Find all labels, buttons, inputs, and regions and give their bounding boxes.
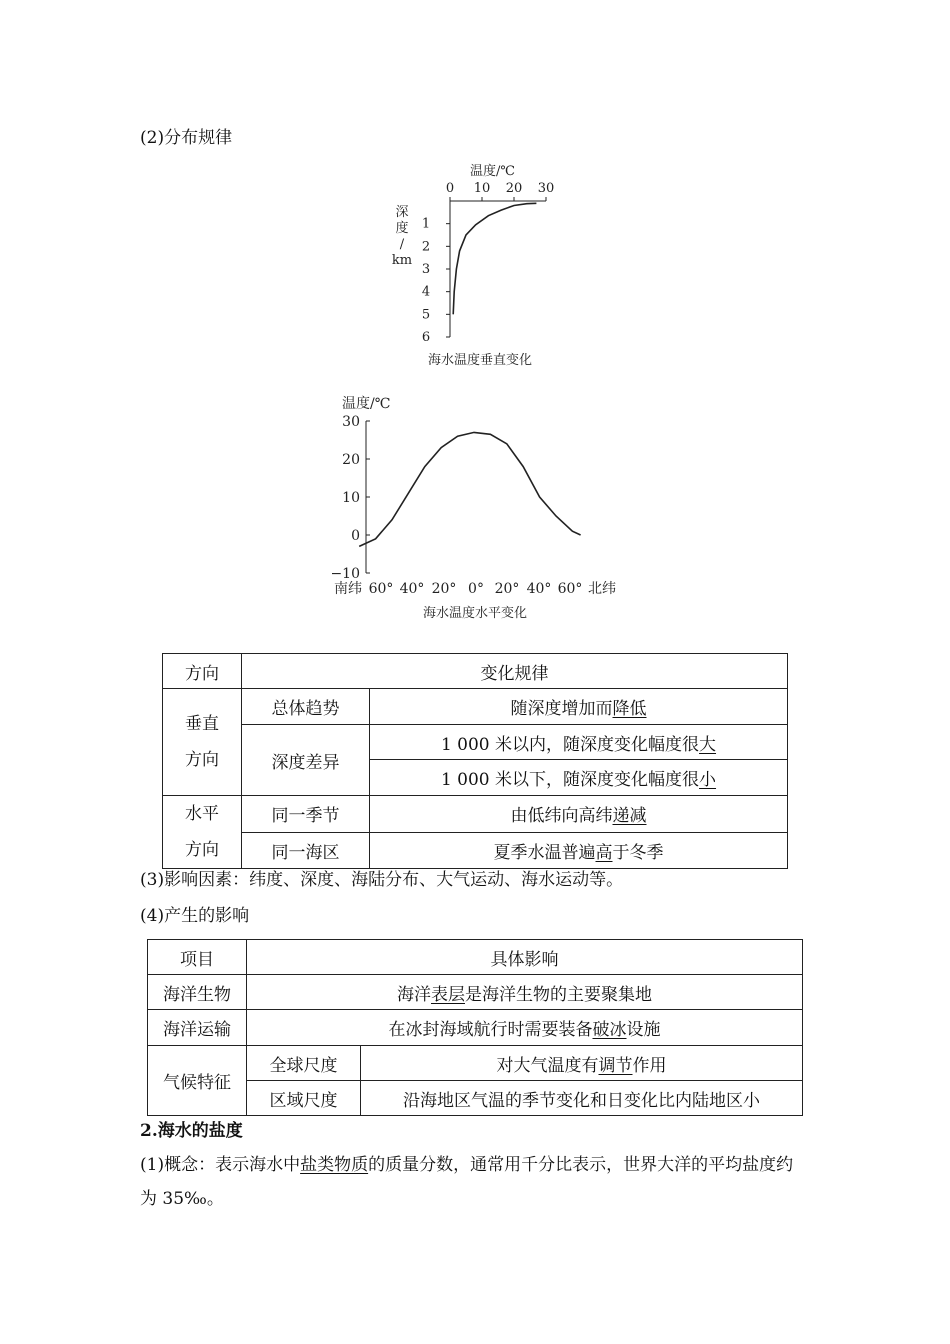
- table-cell: 全球尺度: [247, 1046, 361, 1081]
- x-tick-label: 0: [445, 181, 455, 196]
- y-label-char: /: [399, 237, 405, 252]
- distribution-table: [162, 653, 788, 869]
- x-tick-label: 20: [505, 181, 523, 196]
- chart-x-label: 温度/℃: [470, 164, 515, 179]
- x-tick-label: 60°: [368, 581, 394, 597]
- x-tick-label: 40°: [399, 581, 425, 597]
- y-tick-label: 30: [342, 414, 360, 430]
- table-cell: 海洋生物: [148, 975, 247, 1010]
- header-effect: 具体影响: [247, 940, 803, 975]
- y-tick-label: 1: [421, 216, 431, 232]
- table-cell: 沿海地区气温的季节变化和日变化比内陆地区小: [361, 1081, 803, 1116]
- x-tick-label: 20°: [494, 581, 520, 597]
- x-tick-label: 北纬: [588, 581, 616, 597]
- y-tick-label: 10: [342, 490, 360, 506]
- salinity-concept: (1)概念：表示海水中盐类物质的质量分数，通常用千分比表示，世界大洋的平均盐度约为 35‰。: [140, 1155, 794, 1209]
- y-tick-label: 20: [342, 452, 360, 468]
- y-label-char: 深: [395, 205, 409, 220]
- factors-text: (3)影响因素：纬度、深度、海陆分布、大气运动、海水运动等。: [140, 870, 624, 890]
- chart-y-label: 温度/℃: [342, 396, 391, 412]
- table-cell: 同一季节: [242, 796, 370, 833]
- x-tick-label: 60°: [557, 581, 583, 597]
- y-tick-label: −10: [330, 566, 360, 582]
- y-tick-label: 2: [421, 239, 431, 255]
- table-cell: 区域尺度: [247, 1081, 361, 1116]
- x-tick-label: 10: [473, 181, 491, 196]
- table-cell: 深度差异: [242, 725, 370, 796]
- y-label-char: 度: [395, 221, 409, 236]
- table-cell: 同一海区: [242, 832, 370, 869]
- table-cell: 1 000 米以内，随深度变化幅度很大: [370, 725, 788, 760]
- y-tick-label: 5: [421, 307, 431, 323]
- vertical-direction-cell: 垂直 方向: [163, 689, 242, 796]
- temperature-depth-curve: [453, 203, 536, 314]
- section-heading-distribution: (2)分布规律: [140, 128, 233, 148]
- x-tick-label: 20°: [431, 581, 457, 597]
- y-tick-label: 0: [351, 528, 360, 544]
- table-cell: 对大气温度有调节作用: [361, 1046, 803, 1081]
- table-cell: 海洋表层是海洋生物的主要聚集地: [247, 975, 803, 1010]
- x-tick-label: 30: [537, 181, 555, 196]
- salinity-heading: 2.海水的盐度: [140, 1121, 243, 1141]
- y-label-char: km: [391, 253, 413, 268]
- chart-title: 海水温度水平变化: [422, 606, 528, 621]
- horizontal-direction-cell: 水平 方向: [163, 796, 242, 869]
- x-tick-label: 40°: [526, 581, 552, 597]
- table-cell: 总体趋势: [242, 689, 370, 725]
- table-cell: 在冰封海域航行时需要装备破冰设施: [247, 1010, 803, 1046]
- table-cell: 气候特征: [148, 1046, 247, 1116]
- chart-title: 海水温度垂直变化: [427, 353, 533, 368]
- y-tick-label: 4: [421, 284, 431, 300]
- table-cell: 1 000 米以下，随深度变化幅度很小: [370, 760, 788, 796]
- y-tick-label: 6: [421, 330, 431, 345]
- influence-heading: (4)产生的影响: [140, 906, 250, 926]
- temperature-latitude-curve: [359, 432, 580, 546]
- x-tick-label: 0°: [468, 581, 484, 597]
- y-tick-label: 3: [421, 262, 431, 277]
- header-rule: 变化规律: [242, 654, 788, 689]
- x-tick-label: 南纬: [334, 581, 362, 597]
- influence-table: [147, 939, 803, 1116]
- table-cell: 随深度增加而降低: [370, 689, 788, 725]
- table-cell: 由低纬向高纬递减: [370, 796, 788, 833]
- horizontal-temperature-chart: [330, 392, 630, 627]
- table-cell: 夏季水温普遍高于冬季: [370, 832, 788, 869]
- header-direction: 方向: [163, 654, 242, 689]
- table-cell: 海洋运输: [148, 1010, 247, 1046]
- header-item: 项目: [148, 940, 247, 975]
- vertical-temperature-chart: [380, 155, 580, 375]
